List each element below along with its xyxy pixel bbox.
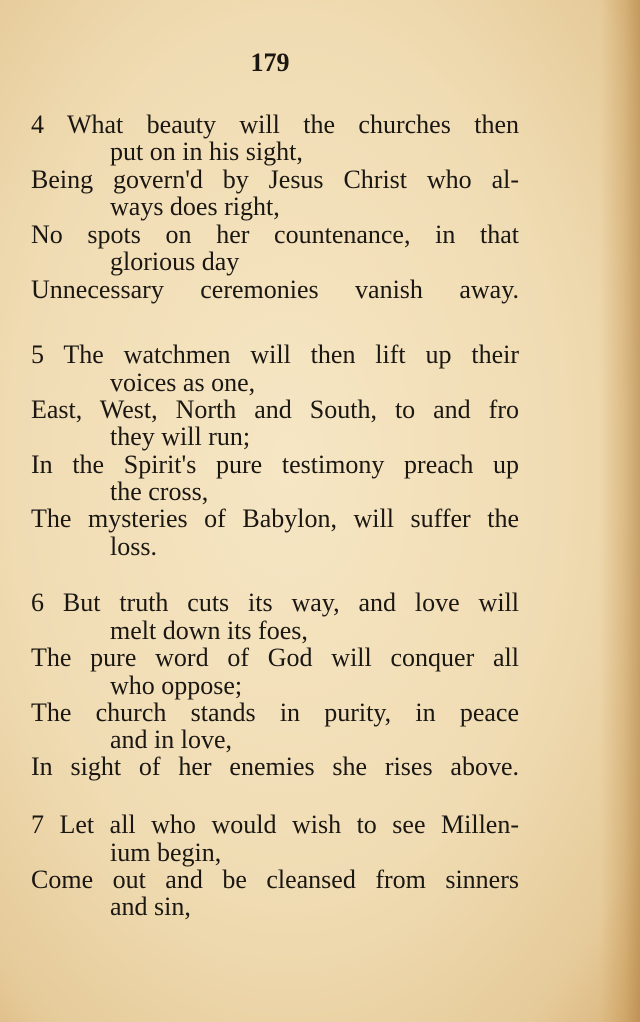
stanza-5-line-1: 5 The watchmen will then lift up their xyxy=(31,340,519,369)
stanza-7-line-4: and sin, xyxy=(110,892,191,921)
stanza-5-line-3: East, West, North and South, to and fro xyxy=(31,395,519,424)
stanza-6-line-5: The church stands in purity, in peace xyxy=(31,698,519,727)
stanza-6-line-4: who oppose; xyxy=(110,671,243,700)
stanza-6-line-6: and in love, xyxy=(110,725,233,754)
stanza-6-line-1: 6 But truth cuts its way, and love will xyxy=(31,588,519,617)
page-number: 179 xyxy=(250,48,290,77)
stanza-6-line-2: melt down its foes, xyxy=(110,616,308,645)
stanza-5-line-7: The mysteries of Babylon, will suffer the xyxy=(31,504,519,533)
stanza-5-line-6: the cross, xyxy=(110,477,209,506)
stanza-4-line-1: 4 What beauty will the churches then xyxy=(31,110,519,139)
stanza-4-line-4: ways does right, xyxy=(110,192,280,221)
stanza-5-line-8: loss. xyxy=(110,532,157,561)
stanza-7-line-2: ium begin, xyxy=(110,838,222,867)
stanza-4-line-3: Being govern'd by Jesus Christ who al- xyxy=(31,165,519,194)
stanza-5-line-2: voices as one, xyxy=(110,368,256,397)
stanza-5-line-4: they will run; xyxy=(110,422,251,451)
stanza-4-line-5: No spots on her countenance, in that xyxy=(31,220,519,249)
stanza-6-line-3: The pure word of God will conquer all xyxy=(31,643,519,672)
stanza-7-line-3: Come out and be cleansed from sinners xyxy=(31,865,519,894)
stanza-4-line-7: Unnecessary ceremonies vanish away. xyxy=(31,275,519,304)
stanza-5-line-5: In the Spirit's pure testimony preach up xyxy=(31,450,519,479)
stanza-7-line-1: 7 Let all who would wish to see Millen- xyxy=(31,810,519,839)
stanza-4-line-2: put on in his sight, xyxy=(110,137,303,166)
stanza-4-line-6: glorious day xyxy=(110,247,240,276)
stanza-6-line-7: In sight of her enemies she rises above. xyxy=(31,752,519,781)
page-edge xyxy=(600,0,640,1022)
